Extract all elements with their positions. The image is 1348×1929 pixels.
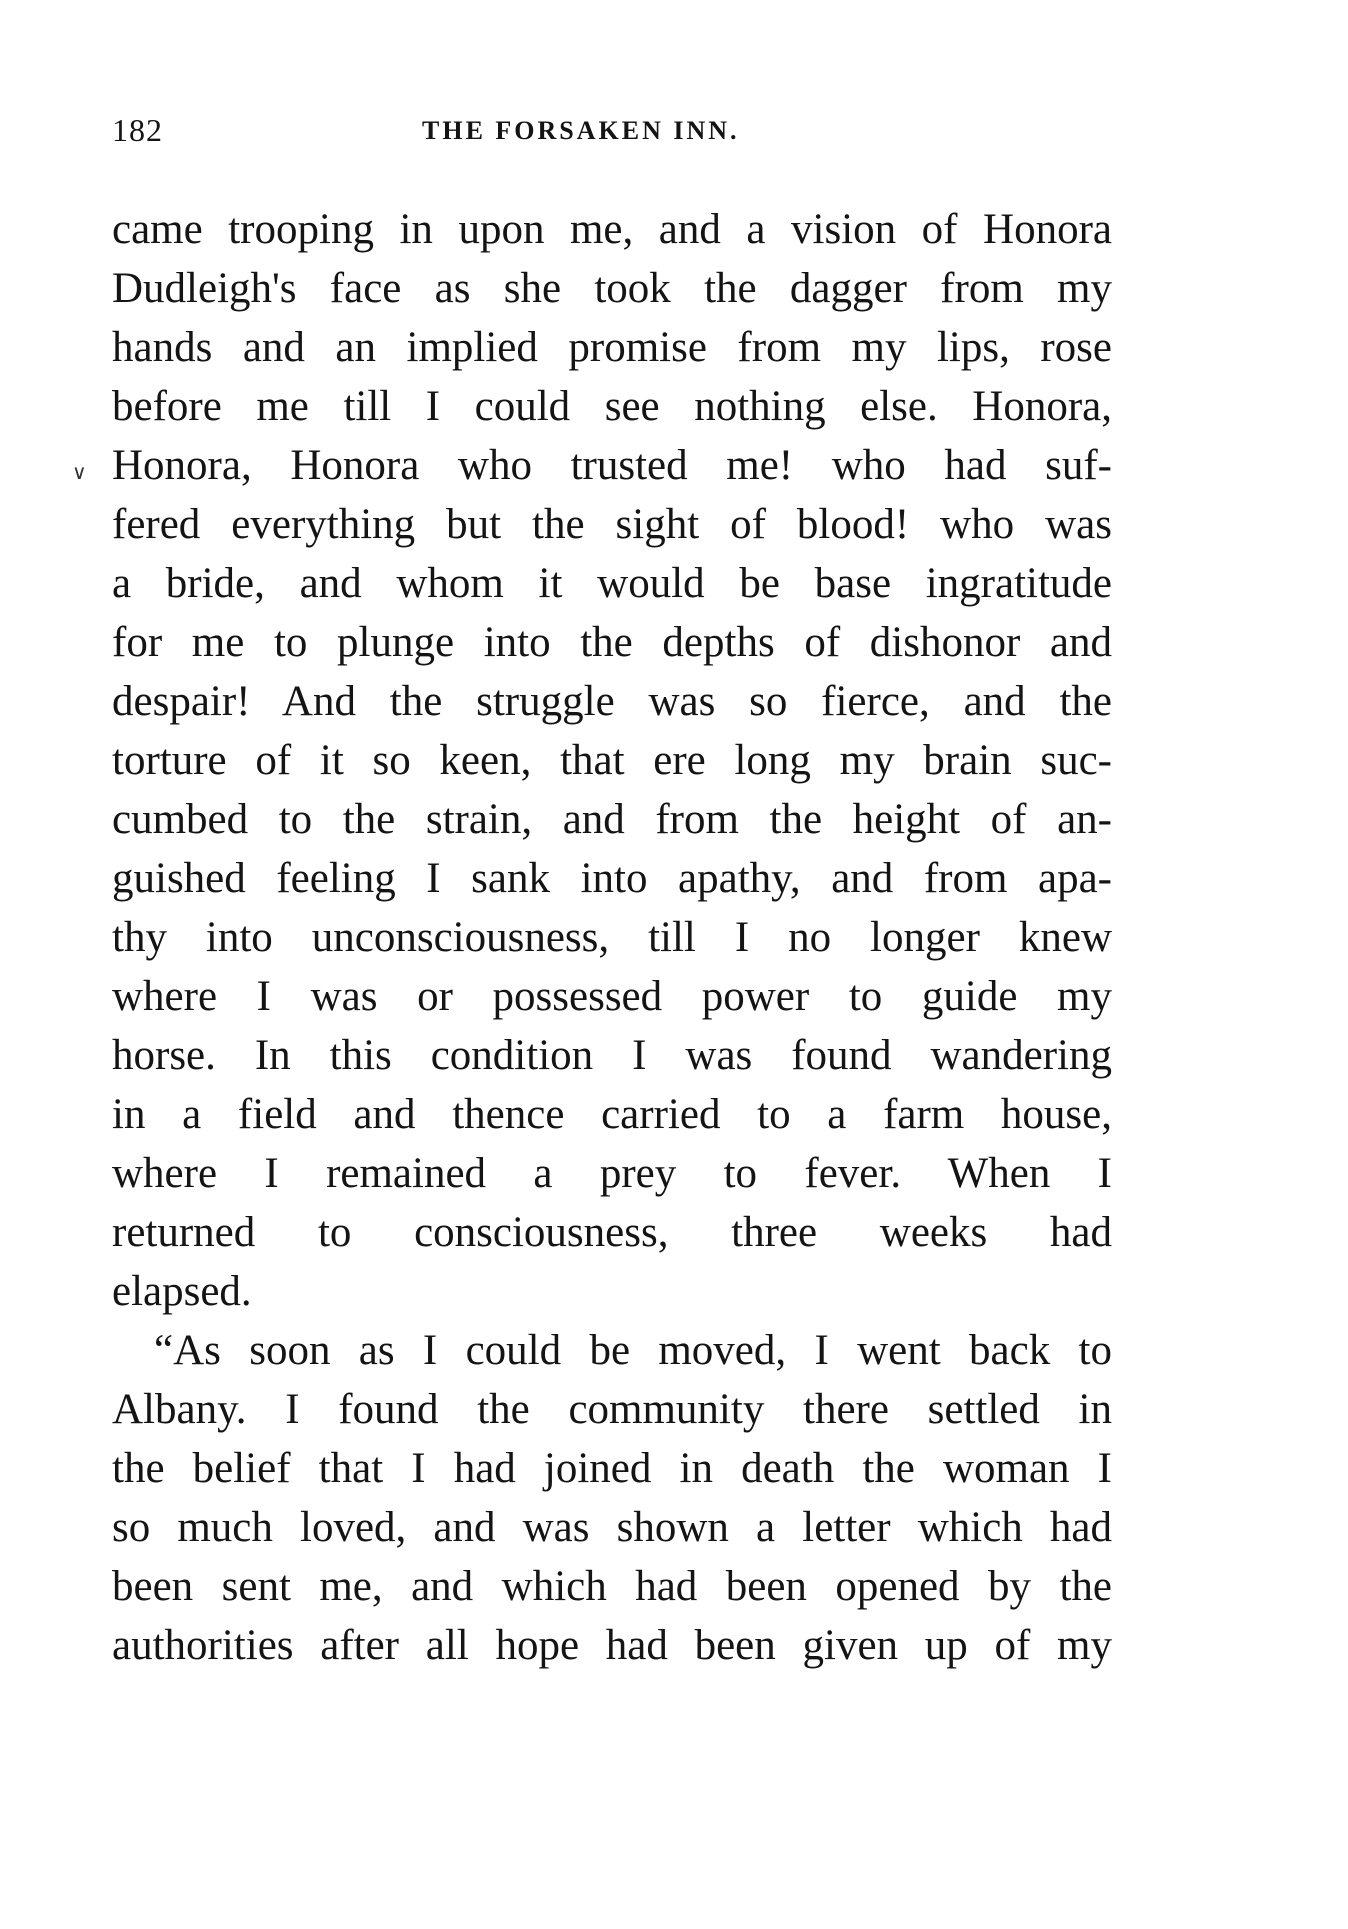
text-line: fered everything but the sight of blood! who was [112, 501, 1112, 548]
page-header [112, 112, 1112, 152]
text-line: Honora, Honora who trusted me! who had suf- [112, 442, 1112, 489]
running-head: THE FORSAKEN INN. [422, 116, 740, 145]
text-line: been sent me, and which had been opened by the [112, 1563, 1112, 1610]
text-line: horse. In this condition I was found wandering [112, 1032, 1112, 1079]
text-line: before me till I could see nothing else. Honora, [112, 383, 1112, 430]
text-line: torture of it so keen, that ere long my brain suc- [112, 737, 1112, 784]
text-line: cumbed to the strain, and from the height of an- [112, 796, 1112, 843]
margin-mark-icon: ∨ [72, 462, 87, 484]
text-line: where I remained a prey to fever. When I [112, 1150, 1112, 1197]
text-line: for me to plunge into the depths of dishonor and [112, 619, 1112, 666]
text-line: a bride, and whom it would be base ingratitude [112, 560, 1112, 607]
paragraph-2 [112, 1321, 1112, 1675]
text-line: despair! And the struggle was so fierce, and the [112, 678, 1112, 725]
page-number: 182 [112, 112, 163, 148]
text-line: thy into unconsciousness, till I no longer knew [112, 914, 1112, 961]
text-line: returned to consciousness, three weeks had [112, 1209, 1112, 1256]
text-line: where I was or possessed power to guide my [112, 973, 1112, 1020]
body-text [112, 200, 1112, 1675]
text-line: guished feeling I sank into apathy, and from apa- [112, 855, 1112, 902]
text-line: so much loved, and was shown a letter which had [112, 1504, 1112, 1551]
text-line: came trooping in upon me, and a vision of Honora [112, 206, 1112, 253]
paragraph-1 [112, 200, 1112, 1321]
text-line: hands and an implied promise from my lips, rose [112, 324, 1112, 371]
text-line: the belief that I had joined in death the woman I [112, 1445, 1112, 1492]
text-line: in a field and thence carried to a farm house, [112, 1091, 1112, 1138]
text-line: Albany. I found the community there settled in [112, 1386, 1112, 1433]
text-line: “As soon as I could be moved, I went back to [154, 1327, 1112, 1374]
text-line: authorities after all hope had been given up of my [112, 1622, 1112, 1669]
text-line: elapsed. [112, 1268, 252, 1315]
text-line: Dudleigh's face as she took the dagger from my [112, 265, 1112, 312]
